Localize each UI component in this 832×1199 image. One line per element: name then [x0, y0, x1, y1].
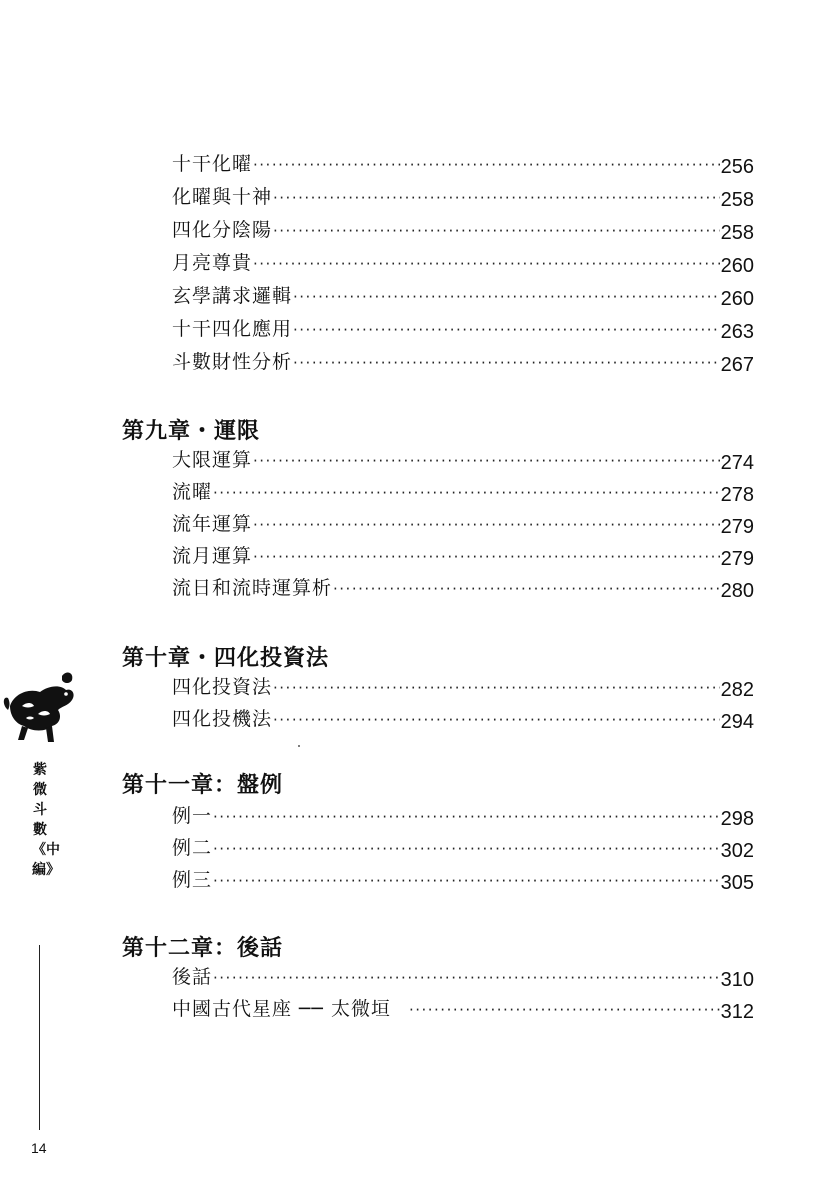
toc-entry-page: 280	[720, 580, 754, 602]
chapter-heading[interactable]: 第九章・運限	[122, 418, 261, 444]
toc-entry-title: 流年運算	[172, 513, 253, 535]
toc-entry[interactable]	[172, 218, 754, 244]
dot-leader	[253, 449, 720, 473]
toc-entry-title: 流月運算	[172, 545, 253, 567]
toc-entry-title: 玄學講求邏輯	[172, 285, 293, 307]
dot-leader	[213, 966, 720, 990]
toc-entry-title: 四化分陰陽	[172, 219, 273, 241]
dot-leader	[293, 351, 720, 375]
scan-speck	[298, 745, 300, 747]
dot-leader	[253, 545, 720, 569]
toc-entry-page: 256	[720, 156, 754, 178]
toc-entry[interactable]	[172, 251, 754, 277]
toc-entry-page: 274	[720, 452, 754, 474]
toc-entry[interactable]	[172, 576, 754, 602]
toc-entry-page: 302	[720, 840, 754, 862]
dot-leader	[253, 252, 720, 276]
dot-leader	[273, 186, 720, 210]
toc-entry-title: 例三	[172, 869, 213, 891]
dot-leader	[293, 285, 720, 309]
chapter-heading[interactable]: 第十一章：盤例	[122, 772, 284, 798]
toc-entry[interactable]	[172, 480, 754, 506]
toc-entry-title: 流日和流時運算析	[172, 577, 333, 599]
toc-entry[interactable]	[172, 707, 754, 733]
toc-entry-page: 279	[720, 516, 754, 538]
toc-entry-page: 310	[720, 969, 754, 991]
toc-entry-title: 月亮尊貴	[172, 252, 253, 274]
dot-leader	[213, 805, 720, 829]
dot-leader	[213, 481, 720, 505]
dot-leader	[273, 219, 720, 243]
toc-entry[interactable]	[172, 350, 754, 376]
dot-leader	[293, 318, 720, 342]
qilin-emblem-icon	[2, 666, 80, 746]
toc-entry[interactable]	[172, 836, 754, 862]
toc-entry[interactable]	[172, 868, 754, 894]
dot-leader	[273, 708, 720, 732]
dot-leader	[409, 998, 720, 1022]
toc-entry-title: 中國古代星座 ── 太微垣	[172, 998, 391, 1020]
chapter-heading[interactable]: 第十二章：後話	[122, 935, 284, 961]
toc-entry[interactable]	[172, 997, 754, 1023]
margin-rule	[39, 945, 40, 1130]
toc-entry-page: 294	[720, 711, 754, 733]
toc-entry[interactable]	[172, 185, 754, 211]
toc-entry[interactable]	[172, 675, 754, 701]
toc-entry-title: 四化投資法	[172, 676, 273, 698]
toc-entry-title: 後話	[172, 966, 213, 988]
book-title-vertical: 紫微斗數《中編》	[32, 762, 60, 878]
toc-entry-page: 258	[720, 222, 754, 244]
toc-entry[interactable]	[172, 512, 754, 538]
dot-leader	[213, 837, 720, 861]
toc-entry-page: 305	[720, 872, 754, 894]
toc-entry-page: 267	[720, 354, 754, 376]
toc-entry-title: 大限運算	[172, 449, 253, 471]
toc-entry-title: 流曜	[172, 481, 213, 503]
toc-entry[interactable]	[172, 448, 754, 474]
dot-leader	[253, 513, 720, 537]
page-number: 14	[31, 1140, 47, 1156]
toc-entry-page: 263	[720, 321, 754, 343]
toc-entry-title: 例二	[172, 837, 213, 859]
toc-entry-title: 斗數財性分析	[172, 351, 293, 373]
toc-entry-page: 258	[720, 189, 754, 211]
dot-leader	[273, 676, 720, 700]
toc-entry[interactable]	[172, 544, 754, 570]
toc-entry[interactable]	[172, 284, 754, 310]
toc-entry-page: 298	[720, 808, 754, 830]
toc-entry-page: 312	[720, 1001, 754, 1023]
toc-entry-title: 十干化曜	[172, 153, 253, 175]
dot-leader	[253, 153, 720, 177]
toc-entry-page: 282	[720, 679, 754, 701]
toc-entry[interactable]	[172, 804, 754, 830]
toc-entry-title: 十干四化應用	[172, 318, 293, 340]
toc-entry-title: 例一	[172, 805, 213, 827]
dot-leader	[333, 577, 720, 601]
toc-entry[interactable]	[172, 317, 754, 343]
chapter-heading[interactable]: 第十章・四化投資法	[122, 645, 330, 671]
dot-leader	[213, 869, 720, 893]
toc-entry[interactable]	[172, 152, 754, 178]
toc-entry-page: 260	[720, 288, 754, 310]
toc-entry-title: 化曜與十神	[172, 186, 273, 208]
toc-entry-page: 278	[720, 484, 754, 506]
toc-entry-page: 260	[720, 255, 754, 277]
toc-entry-page: 279	[720, 548, 754, 570]
toc-entry-title: 四化投機法	[172, 708, 273, 730]
toc-entry[interactable]	[172, 965, 754, 991]
